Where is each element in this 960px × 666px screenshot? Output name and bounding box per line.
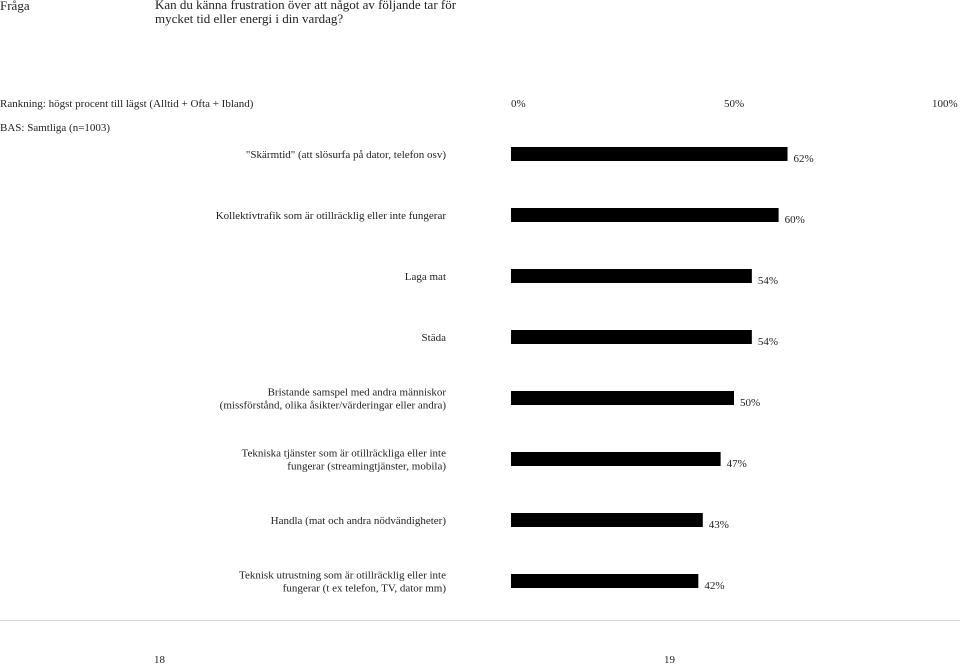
page-number-left: 18 xyxy=(154,654,165,666)
value-label-7: 42% xyxy=(704,580,725,592)
category-label-1: Kollektivtrafik som är otillräcklig eller inte fungerar xyxy=(215,210,446,222)
category-label-0: "Skärmtid" (att slösurfa på dator, telefon osv) xyxy=(245,149,446,161)
bar-5 xyxy=(511,452,721,466)
value-label-4: 50% xyxy=(740,397,761,409)
question-text: Kan du känna frustration över att något av följande tar för mycket tid eller energi i din vardag? xyxy=(155,0,457,26)
value-label-3: 54% xyxy=(757,336,779,348)
category-label-5-line-0: Tekniska tjänster som är otillräckliga eller inte xyxy=(241,447,446,460)
footer-divider xyxy=(0,620,960,621)
page-number-right: 19 xyxy=(664,654,675,666)
value-label-0: 62% xyxy=(793,153,814,165)
category-label-4-line-0: Bristande samspel med andra människor xyxy=(267,386,446,399)
category-label-5-line-1: fungerar (streamingtjänster, mobila) xyxy=(287,460,446,473)
category-label-4-line-1: (missförstånd, olika åsikter/värderingar eller andra) xyxy=(219,399,446,412)
category-label-7-line-1: fungerar (t ex telefon, TV, dator mm) xyxy=(282,582,446,595)
axis-tick-0: 0% xyxy=(511,98,526,110)
bar-4 xyxy=(511,391,734,405)
bar-2 xyxy=(511,269,752,283)
category-label-3: Städa xyxy=(421,332,446,344)
base-note: BAS: Samtliga (n=1003) xyxy=(0,122,111,134)
value-label-5: 47% xyxy=(726,458,747,470)
bar-7 xyxy=(511,574,698,588)
category-label-2: Laga mat xyxy=(404,271,446,283)
bar-3 xyxy=(511,330,752,344)
value-label-2: 54% xyxy=(757,275,779,287)
question-label: Fråga xyxy=(0,0,30,13)
category-label-7-line-0: Teknisk utrustning som är otillräcklig eller inte xyxy=(239,569,446,582)
axis-tick-100: 100% xyxy=(932,98,958,110)
bar-1 xyxy=(511,208,779,222)
axis-tick-50: 50% xyxy=(724,98,745,110)
value-label-6: 43% xyxy=(708,519,729,531)
bar-6 xyxy=(511,513,703,527)
value-label-1: 60% xyxy=(784,214,805,226)
category-label-6: Handla (mat och andra nödvändigheter) xyxy=(270,515,446,527)
ranking-note: Rankning: högst procent till lägst (Alltid + Ofta + Ibland) xyxy=(0,98,254,110)
bar-0 xyxy=(511,147,788,161)
